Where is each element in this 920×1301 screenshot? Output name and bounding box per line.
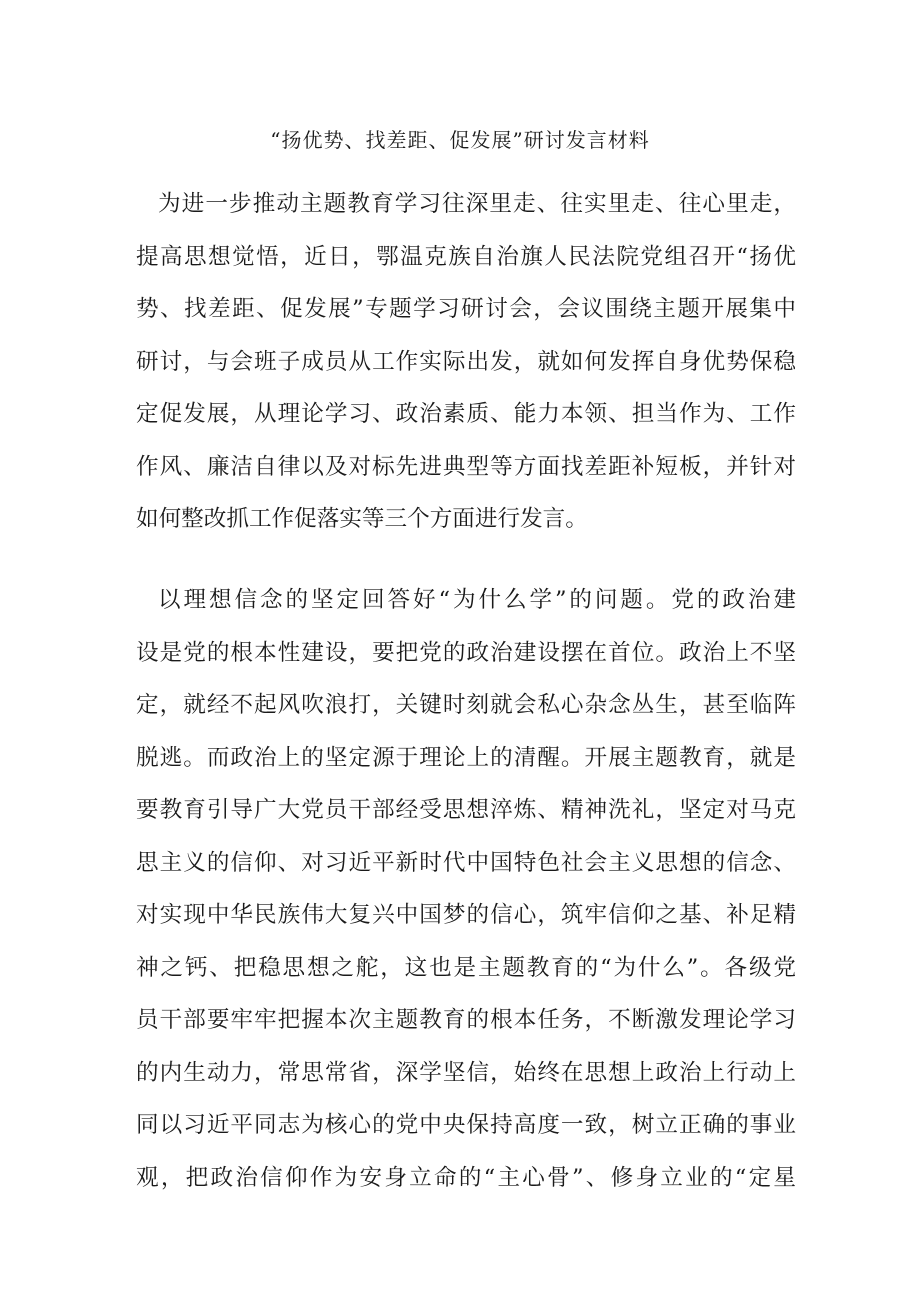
paragraph-line: 势、找差距、促发展”专题学习研讨会，会议围绕主题开展集中 — [136, 296, 796, 322]
paragraph-line: 对实现中华民族伟大复兴中国梦的信心，筑牢信仰之基、补足精 — [136, 902, 796, 928]
paragraph-line: 研讨，与会班子成员从工作实际出发，就如何发挥自身优势保稳 — [136, 348, 796, 375]
paragraph-line: 的内生动力，常思常省，深学坚信，始终在思想上政治上行动上 — [136, 1059, 796, 1086]
paragraph-line: 以理想信念的坚定回答好“为什么学”的问题。党的政治建 — [158, 587, 796, 613]
paragraph-line: 定促发展，从理论学习、政治素质、能力本领、担当作为、工作 — [136, 401, 796, 427]
paragraph-line: 脱逃。而政治上的坚定源于理论上的清醒。开展主题教育，就是 — [136, 744, 796, 771]
paragraph-line: 要教育引导广大党员干部经受思想淬炼、精神洗礼，坚定对马克 — [136, 797, 796, 823]
paragraph-line: 员干部要牢牢把握本次主题教育的根本任务，不断激发理论学习 — [136, 1007, 796, 1033]
paragraph-line: 定，就经不起风吹浪打，关键时刻就会私心杂念丛生，甚至临阵 — [136, 692, 796, 718]
paragraph-line: 思主义的信仰、对习近平新时代中国特色社会主义思想的信念、 — [136, 849, 796, 876]
paragraph-line: 观，把政治信仰作为安身立命的“主心骨”、修身立业的“定星 — [136, 1164, 796, 1191]
paragraph-line: 设是党的根本性建设，要把党的政治建设摆在首位。政治上不坚 — [136, 639, 796, 666]
document-title: “扬优势、找差距、促发展”研讨发言材料 — [270, 128, 650, 152]
paragraph-line: 为进一步推动主题教育学习往深里走、往实里走、往心里走， — [158, 191, 796, 217]
paragraph-line: 神之钙、把稳思想之舵，这也是主题教育的“为什么”。各级党 — [136, 954, 796, 981]
paragraph-1 — [136, 178, 796, 546]
paragraph-line: 同以习近平同志为核心的党中央保持高度一致，树立正确的事业 — [136, 1112, 796, 1138]
paragraph-2 — [136, 574, 796, 1204]
paragraph-line: 提高思想觉悟，近日，鄂温克族自治旗人民法院党组召开“扬优 — [136, 243, 796, 270]
paragraph-line: 如何整改抓工作促落实等三个方面进行发言。 — [136, 506, 588, 532]
paragraph-line: 作风、廉洁自律以及对标先进典型等方面找差距补短板，并针对 — [136, 453, 796, 480]
